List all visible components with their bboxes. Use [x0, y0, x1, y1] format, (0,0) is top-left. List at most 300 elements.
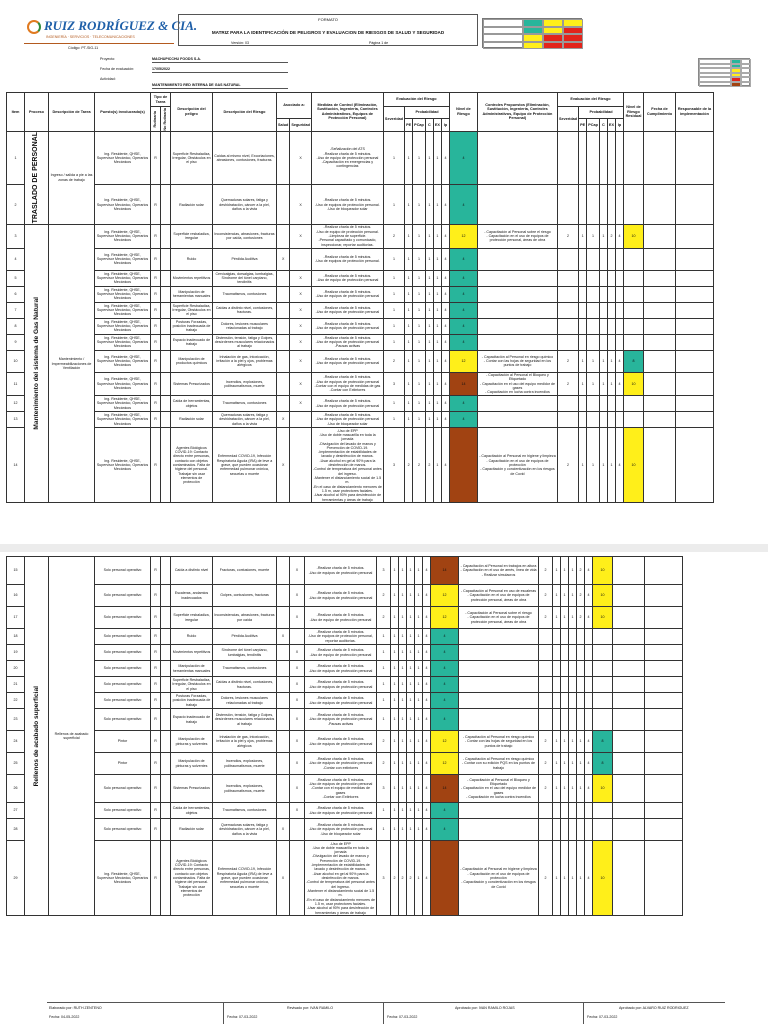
aprobado-por-2: Aprobado por: ALVARO RUIZ RODRIGUEZ: [619, 1006, 689, 1010]
residual-eval: 4: [585, 775, 593, 803]
risk-level-cell: 4: [431, 645, 459, 661]
residual-eval: [553, 629, 561, 645]
eval-pc: 1: [399, 693, 407, 709]
residual-level-cell: 8: [623, 350, 643, 372]
table-row: [7, 645, 683, 661]
rutinaria-cell: R: [151, 396, 161, 412]
risk-level-cell: 4: [449, 185, 477, 225]
item-number: 19: [7, 645, 25, 661]
residual-eval: [599, 396, 607, 412]
eval-pe: 1: [391, 607, 399, 629]
peligro-cell: Espacio inadecuado de trabajo: [171, 334, 213, 350]
seguridad-mark: X: [290, 372, 312, 396]
aprobado-fecha: Fecha: 07-03-2022: [387, 1015, 418, 1019]
eval-pc: 1: [399, 677, 407, 693]
eval-sev: 1: [377, 803, 391, 819]
risk-level-cell: 4: [449, 286, 477, 302]
residual-eval: [585, 803, 593, 819]
col-pcap-2: PCap: [587, 119, 600, 131]
fecha-cumplimiento-cell: [643, 131, 675, 185]
table-row: [7, 286, 714, 302]
eval-ex: 1: [415, 731, 423, 753]
risk-level-cell: 4: [449, 396, 477, 412]
eval-ip: 4: [441, 412, 449, 428]
residual-eval: [539, 803, 553, 819]
residual-eval: 2: [539, 731, 553, 753]
peligro-cell: Ruido: [171, 248, 213, 270]
residual-level-cell: [593, 629, 613, 645]
residual-level-cell: 10: [593, 841, 613, 916]
medidas-cell: -Realizar charla de 5 minutos. -Uso de equipos de protección personal: [305, 677, 377, 693]
risk-level-cell: 14: [431, 775, 459, 803]
task-description: Mantenimiento / Impermeabilizaciones de Ventilación: [49, 224, 95, 502]
puesto-cell: Solo personal operativo: [95, 645, 151, 661]
eval-ex: 1: [433, 224, 441, 248]
eval-c: 1: [425, 185, 433, 225]
residual-eval: [577, 629, 585, 645]
eval-pe: 1: [405, 372, 413, 396]
eval-sev: 1: [383, 302, 404, 318]
residual-eval: 2: [539, 607, 553, 629]
responsable-cell: [645, 819, 683, 841]
project-label: Proyecto:: [100, 57, 116, 61]
responsable-cell: [645, 585, 683, 607]
no-rutinaria-cell: [161, 803, 171, 819]
item-number: 20: [7, 661, 25, 677]
peligro-cell: Radiación solar: [171, 819, 213, 841]
medidas-cell: -Realizar charla de 5 minutos. -Uso de equipos de protección personal -Pausas activas: [311, 334, 383, 350]
residual-eval: 1: [561, 557, 569, 585]
residual-eval: [587, 286, 600, 302]
col-eval: Evaluación del Riesgo: [383, 93, 449, 107]
rutinaria-cell: R: [151, 819, 161, 841]
residual-eval: 1: [587, 224, 600, 248]
salud-mark: [277, 224, 290, 248]
eval-pc: 1: [413, 412, 426, 428]
peligro-cell: Superficie resbaladiza, irregular: [171, 224, 213, 248]
eval-sev: 1: [383, 412, 404, 428]
eval-ex: 1: [415, 677, 423, 693]
controles-cell: [477, 334, 557, 350]
table-row: [7, 557, 683, 585]
medidas-cell: -Uso de EPP -Uso de doble mascarilla en toda la jornada -Divulgación del lavado de manos y Prevención de COVID-19. -Implementación de estabilidades de lavado y desinfección de manos. -Usar alcohol en gel al 90% para la desinfección de manos. -Control de temperatura del personal antes del ingreso. -Mantener el distanciamiento social de 1.5 m. -En el caso de distanciamiento menores de 1.5 m, usar protectores faciales. -Usar alcohol al 90% para desinfección de herramientas y áreas de trabajo: [312, 428, 382, 502]
table-row: [7, 248, 714, 270]
seguridad-mark: X: [290, 557, 305, 585]
seguridad-mark: X: [290, 350, 312, 372]
residual-eval: 4: [615, 372, 623, 396]
salud-mark: [277, 661, 290, 677]
fecha-cumplimiento-cell: [613, 629, 645, 645]
residual-eval: [615, 185, 623, 225]
medidas-cell: -Realizar charla de 5 minutos. -Uso de equipo de protección personal: [305, 645, 377, 661]
residual-eval: [577, 819, 585, 841]
rutinaria-cell: R: [151, 645, 161, 661]
residual-eval: [615, 270, 623, 286]
table-row: [7, 428, 714, 503]
residual-eval: [579, 412, 587, 428]
eval-sev: 3: [383, 428, 404, 503]
salud-mark: X: [277, 841, 290, 916]
medidas-cell: -Realizar charla de 5 minutos. -Uso de equipos de protección personal -Uso de bloqueador solar: [305, 819, 377, 841]
salud-mark: [277, 803, 290, 819]
col-severidad: Severidad: [383, 107, 404, 132]
residual-level-cell: [623, 131, 643, 185]
residual-eval: 1: [569, 753, 577, 775]
eval-ex: 1: [415, 607, 423, 629]
controles-cell: [477, 185, 557, 225]
puesto-cell: Pintor: [95, 753, 151, 775]
residual-eval: [557, 302, 578, 318]
residual-eval: [587, 302, 600, 318]
riesgo-cell: Inconsistencias, abrasiones, fracturas por caída, contusiones: [213, 224, 277, 248]
eval-c: 1: [407, 819, 415, 841]
medidas-cell: -Realizar charla de 5 minutos. -Uso de equipo de protección personal: [305, 607, 377, 629]
eval-c: 1: [425, 334, 433, 350]
task-description: Rellenos de acabado superficial: [49, 557, 95, 916]
residual-eval: 1: [553, 731, 561, 753]
riesgo-cell: Quemaduras solares, fatiga y deshidratación, cáncer a la piel, daños a la vista: [213, 819, 277, 841]
residual-eval: 1: [569, 607, 577, 629]
residual-eval: [539, 677, 553, 693]
residual-eval: 2: [577, 585, 585, 607]
eval-sev: 1: [377, 677, 391, 693]
medidas-cell: -Realizar charla de 5 minutos. -Uso de equipos de protección personal: [311, 350, 383, 372]
eval-ip: 4: [441, 302, 449, 318]
residual-eval: [599, 185, 607, 225]
residual-eval: [579, 396, 587, 412]
salud-mark: [277, 131, 290, 185]
residual-eval: 1: [569, 775, 577, 803]
fecha-cumplimiento-cell: [643, 372, 675, 396]
col-tarea: Descripción de Tarea: [49, 93, 95, 132]
salud-mark: [277, 607, 290, 629]
residual-eval: 1: [599, 428, 607, 503]
fecha-cumplimiento-cell: [643, 318, 675, 334]
item-number: 27: [7, 803, 25, 819]
controles-cell: [477, 270, 557, 286]
eval-pc: 1: [413, 248, 426, 270]
residual-level-cell: 10: [623, 224, 643, 248]
seguridad-mark: X: [290, 607, 305, 629]
residual-eval: [553, 693, 561, 709]
medidas-cell: -Realizar charla de 5 minutos. -Uso de equipos de protección personal -Pausas activas: [305, 709, 377, 731]
riesgo-cell: Traumatismos, contusiones: [213, 661, 277, 677]
table-row: [7, 753, 683, 775]
residual-eval: [579, 131, 587, 185]
table-row: [7, 334, 714, 350]
aprobado-fecha-2: Fecha: 07-03-2022: [587, 1015, 618, 1019]
rutinaria-cell: R: [151, 607, 161, 629]
rutinaria-cell: R: [151, 629, 161, 645]
eval-ex: 1: [415, 819, 423, 841]
seguridad-mark: X: [290, 775, 305, 803]
residual-eval: 2: [557, 428, 578, 503]
medidas-cell: -Realizar charla de 5 minutos. -Uso de equipos de protección personal: [305, 693, 377, 709]
eval-c: 1: [425, 286, 433, 302]
residual-eval: [569, 645, 577, 661]
no-rutinaria-cell: [161, 286, 171, 302]
residual-eval: 1: [587, 428, 600, 503]
medidas-cell: -Realizar charla de 5 minutos. -Uso de equipos de protección personal: [305, 661, 377, 677]
rutinaria-cell: R: [151, 270, 161, 286]
residual-eval: [607, 270, 615, 286]
eval-ip: 4: [441, 286, 449, 302]
salud-mark: [277, 677, 290, 693]
responsable-cell: [645, 693, 683, 709]
residual-eval: [553, 803, 561, 819]
residual-eval: [553, 645, 561, 661]
residual-eval: 1: [569, 557, 577, 585]
residual-eval: [569, 819, 577, 841]
seguridad-mark: X: [290, 302, 312, 318]
residual-eval: [615, 302, 623, 318]
eval-ip: 4: [423, 693, 431, 709]
eval-c: 1: [407, 661, 415, 677]
item-number: 8: [7, 318, 25, 334]
residual-eval: [539, 645, 553, 661]
eval-c: 1: [425, 318, 433, 334]
medidas-cell: -Realizar charla de 5 minutos. -Uso de equipos de protección personal: [311, 302, 383, 318]
eval-pc: 1: [413, 334, 426, 350]
medidas-cell: -Realizar charla de 5 minutos. -Uso de equipos de protección personal: [305, 803, 377, 819]
residual-eval: [579, 318, 587, 334]
no-rutinaria-cell: [161, 557, 171, 585]
residual-eval: 2: [539, 557, 553, 585]
eval-pc: 1: [413, 318, 426, 334]
aprobado-por: Aprobado por: IVAN RAMILO ROJAS: [455, 1006, 515, 1010]
peligro-cell: Agentes Biológicos COVID-19: Contacto directo entre personas, contacto con objetos contaminados. Falta de higiene del personal. Trabajar sin usar elementos de protección: [171, 428, 213, 503]
responsable-cell: [675, 396, 713, 412]
residual-eval: 1: [561, 607, 569, 629]
seguridad-mark: X: [290, 661, 305, 677]
risk-level-cell: 12: [431, 607, 459, 629]
eval-ip: 4: [423, 819, 431, 841]
riesgo-cell: Traumatismos, contusiones: [213, 803, 277, 819]
residual-eval: [615, 286, 623, 302]
item-number: 3: [7, 224, 25, 248]
activity-label: Actividad:: [100, 77, 116, 81]
col-fecha: Fecha de Cumplimiento: [643, 93, 675, 132]
risk-level-cell: 4: [431, 629, 459, 645]
page-separator: [0, 544, 768, 552]
eval-pc: 1: [413, 396, 426, 412]
fecha-cumplimiento-cell: [613, 803, 645, 819]
puesto-cell: Solo personal operativo: [95, 693, 151, 709]
eval-c: 1: [425, 302, 433, 318]
eval-ex: 1: [433, 270, 441, 286]
residual-eval: [587, 318, 600, 334]
residual-eval: [557, 334, 578, 350]
seguridad-mark: X: [290, 693, 305, 709]
eval-ex: 1: [433, 318, 441, 334]
residual-eval: [577, 803, 585, 819]
fecha-cumplimiento-cell: [613, 607, 645, 629]
item-number: 6: [7, 286, 25, 302]
residual-eval: 2: [607, 224, 615, 248]
puesto-cell: Ing. Residente, QHSE, Supervisor Mecánico, Operarios Mecánicos: [95, 270, 151, 286]
eval-pc: 2: [413, 428, 426, 503]
residual-eval: [587, 248, 600, 270]
no-rutinaria-cell: [161, 677, 171, 693]
table-row: [7, 224, 714, 248]
residual-eval: 1: [607, 372, 615, 396]
responsable-cell: [675, 131, 713, 185]
col-residual: Nivel de Riesgo Residual: [623, 93, 643, 132]
item-number: 2: [7, 185, 25, 225]
eval-c: 1: [425, 396, 433, 412]
residual-eval: [585, 661, 593, 677]
residual-level-cell: 10: [593, 557, 613, 585]
residual-eval: [539, 693, 553, 709]
riesgo-cell: Inhalación de gas, intoxicación, irritación a la piel y ojos, problemas alérgicos: [213, 350, 277, 372]
residual-eval: [615, 396, 623, 412]
revisado-fecha: Fecha: 07-03-2022: [227, 1015, 258, 1019]
residual-level-cell: [593, 819, 613, 841]
no-rutinaria-cell: [161, 709, 171, 731]
residual-eval: [557, 286, 578, 302]
eval-pe: 1: [405, 302, 413, 318]
salud-mark: [277, 350, 290, 372]
eval-ip: 4: [423, 557, 431, 585]
controles-cell: [477, 248, 557, 270]
item-number: 23: [7, 709, 25, 731]
salud-mark: [277, 709, 290, 731]
col-item: Item: [7, 93, 25, 132]
riesgo-cell: Traumatismos, contusiones: [213, 286, 277, 302]
responsable-cell: [645, 645, 683, 661]
eval-pe: 1: [405, 270, 413, 286]
residual-level-cell: [593, 693, 613, 709]
eval-ip: 4: [423, 677, 431, 693]
salud-mark: [277, 396, 290, 412]
residual-eval: 1: [553, 607, 561, 629]
eval-ex: 1: [415, 585, 423, 607]
medidas-cell: -Señalización del ATS -Realizar charla de 5 minutos. -Uso de equipo de protección personal -Capacitación en emergencias y contingencias: [311, 131, 383, 185]
eval-pe: 1: [391, 731, 399, 753]
item-number: 12: [7, 396, 25, 412]
rutinaria-cell: R: [151, 412, 161, 428]
page-2: [0, 552, 768, 1024]
eval-ip: 4: [423, 803, 431, 819]
item-number: 4: [7, 248, 25, 270]
risk-level-cell: 4: [449, 412, 477, 428]
table-row: [7, 185, 714, 225]
table-row: [7, 318, 714, 334]
riesgo-cell: Caídas a distinto nivel, contusiones, fracturas.: [213, 677, 277, 693]
medidas-cell: -Realizar charla de 5 minutos. -Uso de equipo de protección personal. -Limpieza de superficie. -Personal capacitado y comunicado, inspeccionar, reportar auditorías.: [311, 224, 383, 248]
date-label: Fecha de evaluación:: [100, 67, 135, 71]
eval-ip: 4: [423, 645, 431, 661]
residual-eval: 1: [577, 731, 585, 753]
salud-mark: X: [277, 629, 290, 645]
residual-level-cell: [593, 803, 613, 819]
controles-cell: [459, 819, 539, 841]
eval-sev: 1: [383, 185, 404, 225]
peligro-cell: Posturas Forzadas, posición inadecuada de trabajo: [171, 318, 213, 334]
residual-eval: 2: [539, 585, 553, 607]
table-row: [7, 396, 714, 412]
table-row: [7, 819, 683, 841]
eval-ex: 1: [415, 629, 423, 645]
fecha-cumplimiento-cell: [613, 661, 645, 677]
table-row: [7, 803, 683, 819]
medidas-cell: -Realizar charla de 5 minutos. -Uso de equipos de protección personal: [311, 396, 383, 412]
peligro-cell: Superficie Resbaladiza, Irregular, Obstáculos en el piso: [172, 303, 211, 317]
date-value: 17/05/2022: [152, 67, 170, 71]
eval-pc: 1: [399, 709, 407, 731]
residual-eval: 1: [579, 224, 587, 248]
risk-level-cell: 14: [431, 557, 459, 585]
eval-ip: 4: [423, 629, 431, 645]
fecha-cumplimiento-cell: [643, 412, 675, 428]
table-row: [7, 270, 714, 286]
eval-pe: 1: [391, 585, 399, 607]
responsable-cell: [645, 731, 683, 753]
peligro-cell: Caída de herramientas, objetos: [171, 803, 213, 819]
puesto-cell: Solo personal operativo: [95, 819, 151, 841]
process-name: Rellenos de acabado superficial: [32, 685, 40, 787]
no-rutinaria-cell: [161, 185, 171, 225]
rutinaria-cell: R: [151, 775, 161, 803]
table-row: [7, 372, 714, 396]
riesgo-cell: Inhalación de gas, intoxicación, irritación a la piel y ojos, problemas alérgicos: [213, 731, 277, 753]
eval-ip: 4: [441, 428, 449, 503]
seguridad-mark: X: [290, 645, 305, 661]
peligro-cell: Manipulación de herramientas manuales: [171, 286, 213, 302]
eval-c: 1: [407, 775, 415, 803]
medidas-cell: -Realizar charla de 5 minutos. -Uso de equipos de protección personal: [305, 731, 377, 753]
residual-eval: 1: [569, 585, 577, 607]
responsable-cell: [675, 302, 713, 318]
eval-pe: 1: [405, 248, 413, 270]
riesgo-cell: Dolores, lesiones musculares relacionadas al trabajo: [213, 318, 277, 334]
residual-eval: [579, 248, 587, 270]
responsable-cell: [675, 224, 713, 248]
eval-pc: 1: [413, 350, 426, 372]
residual-eval: [579, 286, 587, 302]
peligro-cell: Movimientos repetitivos: [171, 270, 213, 286]
puesto-cell: Solo personal operativo: [95, 709, 151, 731]
eval-sev: 1: [377, 629, 391, 645]
eval-c: 1: [425, 350, 433, 372]
fecha-cumplimiento-cell: [643, 224, 675, 248]
eval-sev: 2: [383, 350, 404, 372]
responsable-cell: [645, 661, 683, 677]
residual-eval: [615, 318, 623, 334]
risk-level-cell: 4: [449, 131, 477, 185]
seguridad-mark: X: [290, 731, 305, 753]
no-rutinaria-cell: [161, 428, 171, 503]
residual-eval: 2: [539, 753, 553, 775]
medidas-cell: -Realizar charla de 5 minutos. -Uso de equipos de protección personal -Contar con el equipo de medidas de gas -Contar con Extintores: [311, 372, 383, 396]
eval-sev: 1: [383, 334, 404, 350]
rutinaria-cell: R: [151, 803, 161, 819]
eval-ex: 1: [415, 803, 423, 819]
no-rutinaria-cell: [161, 645, 171, 661]
item-number: 18: [7, 629, 25, 645]
puesto-cell: Ing. Residente, QHSE, Supervisor Mecánico, Operarios Mecánicos: [95, 185, 151, 225]
risk-matrix-table-2: [6, 556, 683, 916]
residual-eval: [553, 661, 561, 677]
eval-ex: 1: [415, 661, 423, 677]
riesgo-cell: Pérdida Auditiva: [213, 629, 277, 645]
riesgo-cell: Traumatismos, contusiones: [213, 396, 277, 412]
eval-sev: 1: [377, 693, 391, 709]
salud-mark: X: [277, 428, 290, 503]
col-rutinaria: Rutinaria: [153, 110, 158, 128]
rutinaria-cell: R: [151, 302, 161, 318]
controles-cell: [459, 709, 539, 731]
